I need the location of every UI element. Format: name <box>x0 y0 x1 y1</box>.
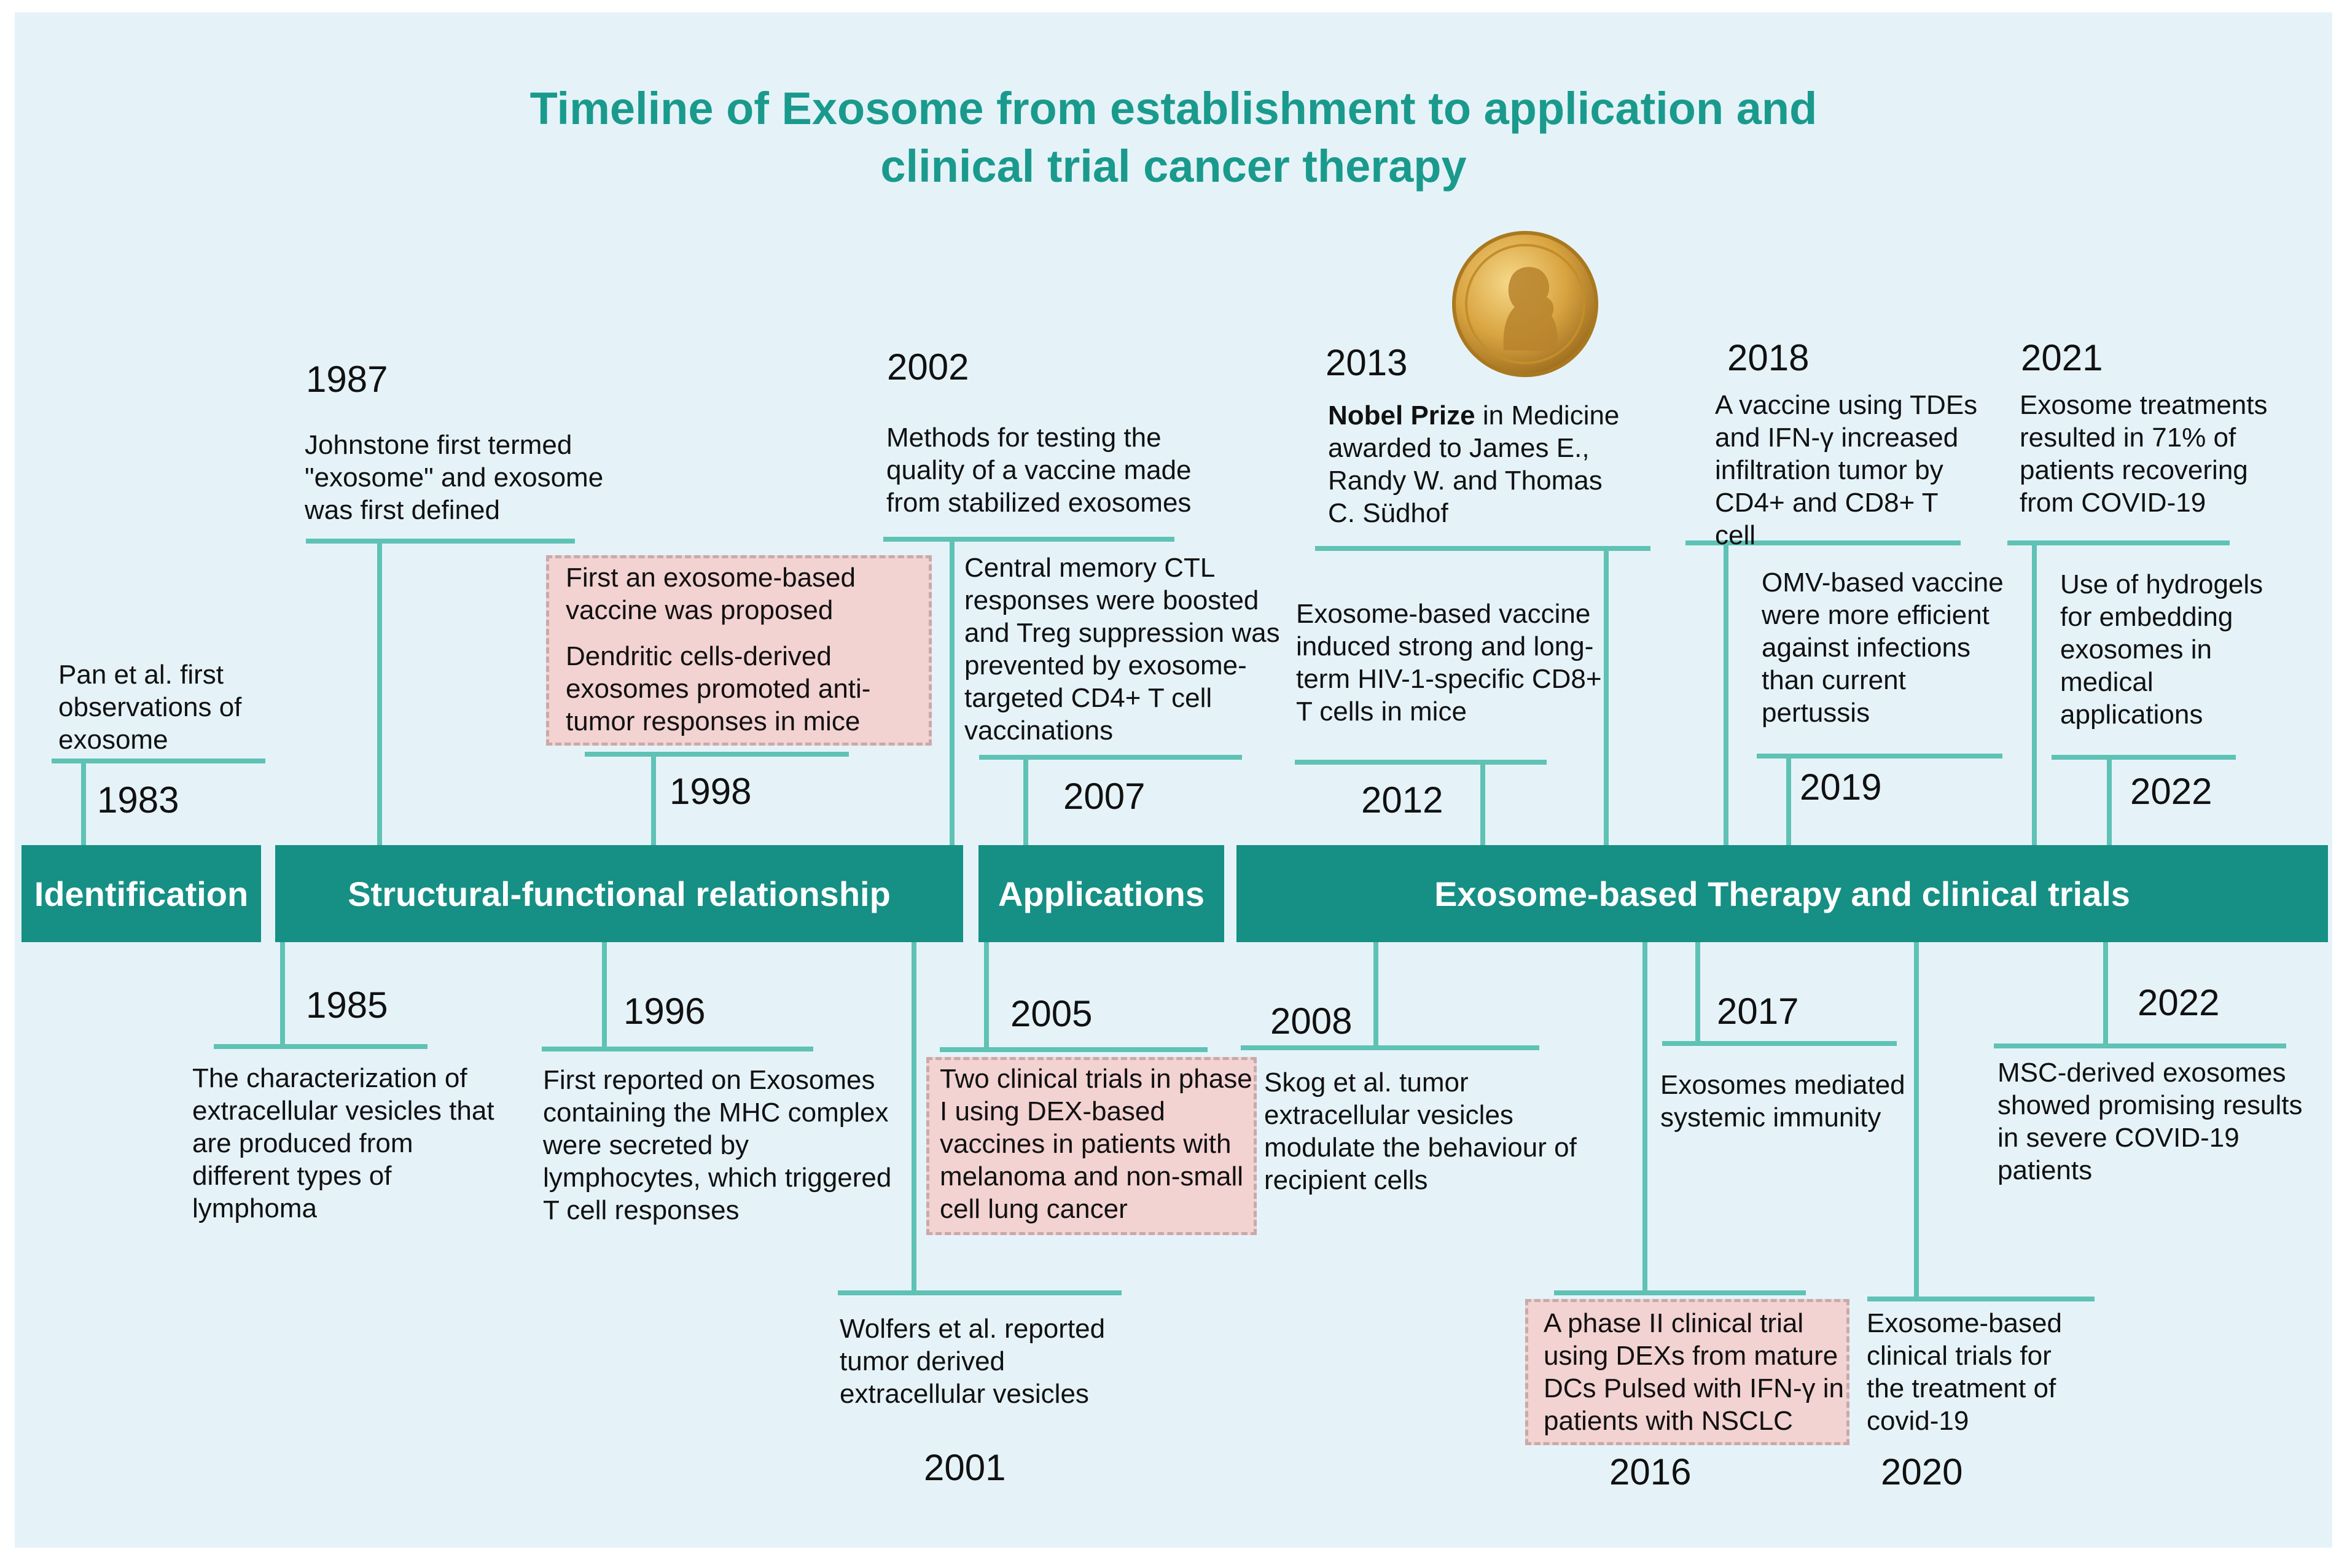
event-2013-body: in Medicine awarded to James E., Randy W. and Thomas C. Südhof <box>1328 400 1620 528</box>
event-2021-text: Exosome treatments resulted in 71% of patients recovering from COVID-19 <box>2020 390 2268 518</box>
title-line-1: Timeline of Exosome from establishment to application and <box>529 83 1818 134</box>
connector-2022b-h <box>1994 1043 2286 1048</box>
event-2016-text: A phase II clinical trial using DEXs from mature DCs Pulsed with IFN-γ in patients with NSCLC <box>1544 1308 1845 1436</box>
year-2018: 2018 <box>1727 337 1810 378</box>
year-2021: 2021 <box>2021 337 2103 378</box>
event-2012-text: Exosome-based vaccine induced strong and long-term HIV-1-specific CD8+ T cells in mice <box>1296 599 1602 727</box>
connector-2016-v <box>1642 942 1647 1291</box>
connector-1983-v <box>81 761 86 845</box>
connector-2005-v <box>984 942 989 1049</box>
event-1998-text <box>566 561 928 751</box>
year-2022-top: 2022 <box>2130 771 2212 812</box>
year-1983: 1983 <box>97 779 179 821</box>
connector-2013-h <box>1315 546 1650 551</box>
connector-2005-h <box>940 1047 1208 1052</box>
connector-2022a-h <box>2052 755 2236 760</box>
year-2020: 2020 <box>1881 1451 1963 1492</box>
phase-applications: Applications <box>978 845 1224 942</box>
year-2013: 2013 <box>1326 342 1408 383</box>
event-2007-text: Central memory CTL responses were boosted and Treg suppression was prevented by exosome-targeted CD4+ T cell vaccinations <box>964 553 1280 746</box>
connector-2002-v <box>950 539 955 845</box>
year-2016: 2016 <box>1609 1451 1692 1492</box>
connector-2022a-v <box>2107 757 2112 845</box>
phase-structural-functional: Structural-functional relationship <box>275 845 963 942</box>
year-1996: 1996 <box>623 991 706 1032</box>
connector-2012-h <box>1295 760 1547 765</box>
year-1998: 1998 <box>670 771 752 812</box>
connector-2001-h <box>838 1290 1122 1295</box>
year-2008: 2008 <box>1270 1000 1353 1042</box>
connector-1996-h <box>542 1047 813 1051</box>
connector-2002-h <box>883 537 1174 542</box>
connector-2017-v <box>1695 942 1700 1043</box>
event-2013-text <box>1328 399 1635 529</box>
connector-1998-v <box>651 754 656 845</box>
event-2001-text: Wolfers et al. reported tumor derived extracellular vesicles <box>840 1314 1106 1409</box>
connector-2016-h <box>1554 1290 1806 1295</box>
year-2019: 2019 <box>1800 766 1882 808</box>
event-2020-text: Exosome-based clinical trials for the treatment of covid-19 <box>1867 1308 2062 1436</box>
year-2022-bottom: 2022 <box>2138 982 2220 1023</box>
connector-2008-h <box>1241 1045 1539 1050</box>
event-2017-text: Exosomes mediated systemic immunity <box>1660 1070 1905 1133</box>
nobel-medal-icon <box>1451 228 1599 380</box>
year-1987: 1987 <box>306 359 388 400</box>
connector-2001-v <box>912 942 916 1292</box>
connector-2017-h <box>1662 1041 1897 1046</box>
connector-2007-v <box>1023 757 1028 845</box>
year-2017: 2017 <box>1717 991 1799 1032</box>
connector-2008-v <box>1373 942 1378 1048</box>
connector-1985-h <box>214 1044 428 1049</box>
year-2012: 2012 <box>1361 779 1443 821</box>
connector-2019-h <box>1757 754 2002 759</box>
event-1998-text-2: Dendritic cells-derived exosomes promoted anti-tumor responses in mice <box>566 641 871 736</box>
event-2019-text: OMV-based vaccine were more efficient against infections than current pertussis <box>1762 568 2004 728</box>
year-1985: 1985 <box>306 985 388 1026</box>
event-1987-text: Johnstone first termed "exosome" and exosome was first defined <box>305 430 604 525</box>
connector-2007-h <box>979 755 1242 760</box>
year-2005: 2005 <box>1010 993 1093 1034</box>
event-1996-text: First reported on Exosomes containing the MHC complex were secreted by lymphocytes, which triggered T cell responses <box>543 1065 892 1225</box>
connector-2018-v <box>1724 543 1728 845</box>
event-2002-text: Methods for testing the quality of a vaccine made from stabilized exosomes <box>886 423 1192 518</box>
event-2005-text: Two clinical trials in phase I using DEX-based vaccines in patients with melanoma and non-small cell lung cancer <box>940 1064 1252 1224</box>
connector-1987-v <box>377 541 382 845</box>
year-2001: 2001 <box>924 1447 1006 1488</box>
phase-identification: Identification <box>21 845 261 942</box>
event-2013-highlight: Nobel Prize <box>1328 400 1475 431</box>
event-2018-text: A vaccine using TDEs and IFN-γ increased infiltration tumor by CD4+ and CD8+ T cell <box>1715 390 1978 550</box>
diagram-title <box>0 80 2347 195</box>
connector-2021-v <box>2032 543 2037 845</box>
year-2007: 2007 <box>1063 776 1146 817</box>
year-2002: 2002 <box>887 346 969 388</box>
connector-1998-h <box>585 752 849 757</box>
phase-therapy-clinical-trials: Exosome-based Therapy and clinical trials <box>1236 845 2328 942</box>
event-1985-text: The characterization of extracellular vesicles that are produced from different types of lymphoma <box>192 1063 494 1223</box>
connector-2020-h <box>1867 1297 2095 1301</box>
connector-2013-v <box>1604 548 1609 845</box>
event-1983-text: Pan et al. first observations of exosome <box>58 660 242 755</box>
connector-2021-h <box>2007 540 2230 545</box>
connector-2019-v <box>1786 756 1791 845</box>
event-2022-top-text: Use of hydrogels for embedding exosomes in medical applications <box>2060 569 2263 730</box>
connector-2022b-v <box>2103 942 2108 1045</box>
connector-1996-v <box>602 942 607 1048</box>
connector-1987-h <box>306 539 575 544</box>
event-2008-text: Skog et al. tumor extracellular vesicles modulate the behaviour of recipient cells <box>1264 1067 1577 1195</box>
connector-2012-v <box>1480 762 1485 845</box>
event-2022-bottom-text: MSC-derived exosomes showed promising results in severe COVID-19 patients <box>1997 1058 2303 1185</box>
event-1998-text-1: First an exosome-based vaccine was proposed <box>566 563 856 625</box>
connector-1985-v <box>280 942 285 1045</box>
title-line-2: clinical trial cancer therapy <box>880 141 1467 192</box>
